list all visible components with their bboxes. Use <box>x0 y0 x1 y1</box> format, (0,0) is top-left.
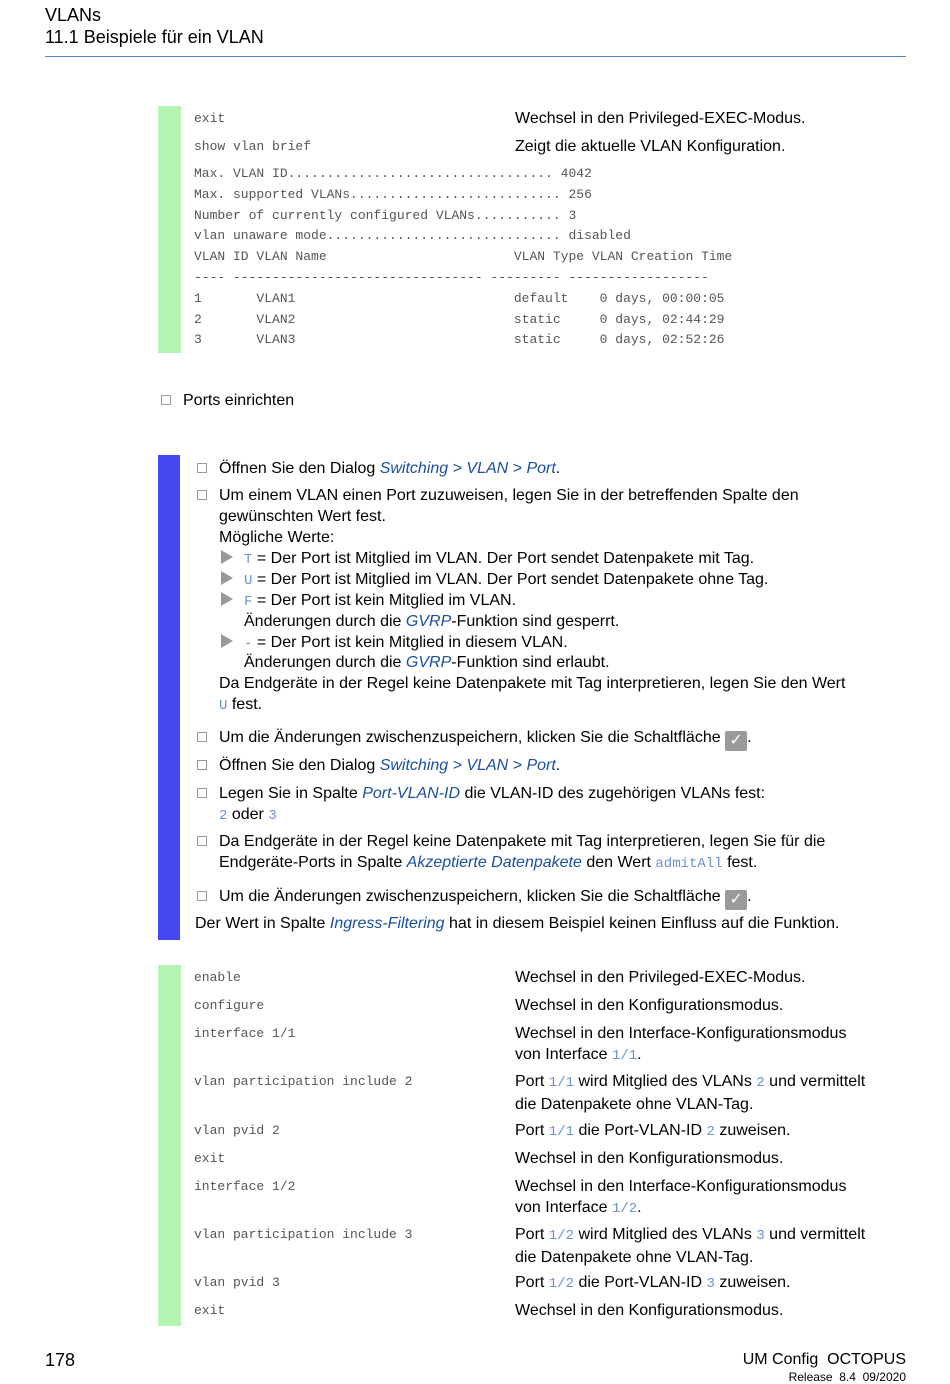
release-info: Release 8.4 09/2020 <box>788 1370 906 1384</box>
cli-block-marker <box>158 965 181 1326</box>
output-line: Max. VLAN ID.................................. 4042 <box>194 166 592 181</box>
ports-heading: Ports einrichten <box>183 392 295 409</box>
cli-command: vlan participation include 3 <box>194 1227 413 1242</box>
value-text: Änderungen durch die <box>244 613 406 630</box>
step-text: Um einem VLAN einen Port zuzuweisen, legen Sie in der betreffenden Spalte den <box>219 487 799 504</box>
step-text: Der Wert in Spalte <box>195 915 330 932</box>
step-text: Um die Änderungen zwischenzuspeichern, klicken Sie die Schaltfläche <box>219 888 726 905</box>
cli-description <box>515 1272 791 1295</box>
cli-command: interface 1/2 <box>194 1179 296 1194</box>
value-text: = Der Port ist Mitglied im VLAN. Der Port sendet Datenpakete ohne Tag. <box>252 571 769 588</box>
save-button[interactable]: ✓ <box>725 731 747 751</box>
output-line: Number of currently configured VLANs........... 3 <box>194 207 577 223</box>
value-code: 2 <box>706 1124 715 1140</box>
desc-text: . <box>637 1199 642 1216</box>
cli-output <box>194 164 732 351</box>
output-line: VLAN ID VLAN Name VLAN Type VLAN Creation Time <box>194 249 733 265</box>
step-open-dialog <box>219 755 560 776</box>
value-code: U <box>219 698 228 714</box>
step-text: hat in diesem Beispiel keinen Einfluss auf die Funktion. <box>444 915 840 932</box>
bullet-arrow-icon <box>221 550 233 564</box>
step-text: die VLAN-ID des zugehörigen VLANs fest: <box>460 785 766 802</box>
cli-command: exit <box>194 1151 226 1166</box>
cli-command: vlan participation include 2 <box>194 1074 413 1089</box>
cli-command: vlan pvid 3 <box>194 1275 280 1290</box>
step-text: Endgeräte-Ports in Spalte <box>219 854 407 871</box>
cli-block-marker <box>158 106 181 353</box>
value-code: U <box>244 573 253 589</box>
step-set-pvid <box>219 783 765 827</box>
value-text: = Der Port ist kein Mitglied in diesem VLAN. <box>252 634 568 651</box>
cli-command: configure <box>194 998 265 1013</box>
step-text: Da Endgeräte in der Regel keine Datenpakete mit Tag interpretieren, legen Sie für die <box>219 833 826 850</box>
column-link[interactable]: Port-VLAN-ID <box>362 785 461 802</box>
desc-text: Port <box>515 1122 549 1139</box>
value-item <box>244 569 768 592</box>
value-code: 1/1 <box>548 1124 575 1140</box>
section-title: 11.1 Beispiele für ein VLAN <box>45 27 264 47</box>
step-text: Um die Änderungen zwischenzuspeichern, klicken Sie die Schaltfläche <box>219 729 726 746</box>
chapter-title: VLANs <box>45 5 102 25</box>
cli-command: enable <box>194 970 241 985</box>
step-text: Öffnen Sie den Dialog <box>219 460 380 477</box>
step-text: den Wert <box>581 854 656 871</box>
desc-text: die Port-VLAN-ID <box>574 1122 707 1139</box>
output-line: 2 VLAN2 static 0 days, 02:44:29 <box>194 311 725 327</box>
value-code: 1/2 <box>611 1201 638 1217</box>
bullet-arrow-icon <box>221 634 233 648</box>
cli-description <box>515 1023 846 1067</box>
cli-description: Wechsel in den Privileged-EXEC-Modus. <box>515 969 806 986</box>
value-code: F <box>244 594 253 610</box>
step-text: Öffnen Sie den Dialog <box>219 757 380 774</box>
output-line: 3 VLAN3 static 0 days, 02:52:26 <box>194 332 725 348</box>
desc-text: Port <box>515 1274 549 1291</box>
value-code: 1/2 <box>548 1276 575 1292</box>
doc-title: UM Config OCTOPUS <box>742 1351 906 1368</box>
value-code: 3 <box>706 1276 715 1292</box>
header-divider <box>45 56 906 57</box>
step-checkbox <box>161 395 171 405</box>
output-line: vlan unaware mode.............................. disabled <box>194 228 631 244</box>
dialog-path-link[interactable]: Switching > VLAN > Port <box>379 757 556 774</box>
ingress-note <box>195 913 839 934</box>
value-code: 1/1 <box>548 1075 575 1091</box>
desc-text: Wechsel in den Interface-Konfigurationsmodus <box>515 1025 847 1042</box>
column-link[interactable]: Akzeptierte Datenpakete <box>406 854 582 871</box>
desc-text: Port <box>515 1226 549 1243</box>
value-code: 3 <box>268 808 277 824</box>
step-checkbox <box>197 760 207 770</box>
cli-description: Wechsel in den Privileged-EXEC-Modus. <box>515 110 806 127</box>
desc-text: von Interface <box>515 1046 612 1063</box>
dialog-path-link[interactable]: Switching > VLAN > Port <box>379 460 556 477</box>
step-note <box>219 673 845 717</box>
cli-description: Zeigt die aktuelle VLAN Konfiguration. <box>515 138 786 155</box>
desc-text: die Datenpakete ohne VLAN-Tag. <box>515 1249 754 1266</box>
desc-text: wird Mitglied des VLANs <box>574 1226 757 1243</box>
value-code: 1/1 <box>611 1048 638 1064</box>
value-code: 2 <box>756 1075 765 1091</box>
desc-text: und vermittelt <box>764 1073 866 1090</box>
value-code: admitAll <box>655 856 723 872</box>
gvrp-link[interactable]: GVRP <box>405 613 452 630</box>
value-code: 3 <box>756 1228 765 1244</box>
page-number: 178 <box>45 1350 76 1370</box>
value-code: T <box>244 552 253 568</box>
step-checkbox <box>197 891 207 901</box>
desc-text: von Interface <box>515 1199 612 1216</box>
bullet-arrow-icon <box>221 592 233 606</box>
output-line: Max. supported VLANs........................... 256 <box>194 186 592 202</box>
cli-description <box>515 1176 846 1220</box>
step-text: . <box>747 729 752 746</box>
step-checkbox <box>197 732 207 742</box>
desc-text: Wechsel in den Interface-Konfigurationsmodus <box>515 1178 847 1195</box>
step-save <box>219 886 752 910</box>
cli-description: Wechsel in den Konfigurationsmodus. <box>515 997 784 1014</box>
value-text: Änderungen durch die <box>244 654 406 671</box>
cli-command: exit <box>194 1303 226 1318</box>
value-note <box>244 611 619 632</box>
value-text: = Der Port ist Mitglied im VLAN. Der Port sendet Datenpakete mit Tag. <box>252 550 755 567</box>
step-checkbox <box>197 836 207 846</box>
value-note <box>244 652 610 673</box>
step-checkbox <box>197 490 207 500</box>
cli-command: exit <box>194 111 226 126</box>
value-item <box>244 590 516 613</box>
output-line: ---- -------------------------------- --------- ------------------ <box>194 269 709 285</box>
desc-text: . <box>637 1046 642 1063</box>
step-open-dialog <box>219 458 560 479</box>
step-text: gewünschten Wert fest. <box>219 508 386 525</box>
gvrp-link[interactable]: GVRP <box>405 654 452 671</box>
desc-text: die Port-VLAN-ID <box>574 1274 707 1291</box>
step-checkbox <box>197 463 207 473</box>
cli-description <box>515 1120 791 1143</box>
save-button[interactable]: ✓ <box>725 890 747 910</box>
cli-description: Wechsel in den Konfigurationsmodus. <box>515 1150 784 1167</box>
value-text: -Funktion sind gesperrt. <box>451 613 620 630</box>
value-item <box>244 548 754 571</box>
gui-block-marker <box>158 455 180 940</box>
column-link[interactable]: Ingress-Filtering <box>329 915 445 932</box>
value-code: 2 <box>219 808 228 824</box>
value-text: -Funktion sind erlaubt. <box>451 654 610 671</box>
step-text: . <box>747 888 752 905</box>
desc-text: zuweisen. <box>714 1122 791 1139</box>
cli-description: Wechsel in den Konfigurationsmodus. <box>515 1302 784 1319</box>
cli-command: show vlan brief <box>194 139 312 154</box>
cli-description <box>515 1071 865 1115</box>
step-accept-frames <box>219 831 825 875</box>
step-text: . <box>555 460 561 477</box>
step-text: Da Endgeräte in der Regel keine Datenpakete mit Tag interpretieren, legen Sie den Wert <box>219 675 846 692</box>
step-assign-port <box>219 485 799 548</box>
step-text: Legen Sie in Spalte <box>219 785 363 802</box>
bullet-arrow-icon <box>221 571 233 585</box>
value-code: - <box>244 636 253 652</box>
cli-description <box>515 1224 865 1268</box>
desc-text: zuweisen. <box>714 1274 791 1291</box>
step-text: Mögliche Werte: <box>219 529 335 546</box>
desc-text: wird Mitglied des VLANs <box>574 1073 757 1090</box>
step-text: oder <box>227 806 269 823</box>
step-save <box>219 727 752 751</box>
step-text: fest. <box>227 696 263 713</box>
cli-command: vlan pvid 2 <box>194 1123 280 1138</box>
value-text: = Der Port ist kein Mitglied im VLAN. <box>252 592 517 609</box>
value-code: 1/2 <box>548 1228 575 1244</box>
step-text: fest. <box>722 854 758 871</box>
cli-command: interface 1/1 <box>194 1026 296 1041</box>
desc-text: die Datenpakete ohne VLAN-Tag. <box>515 1096 754 1113</box>
step-text: . <box>555 757 561 774</box>
desc-text: Port <box>515 1073 549 1090</box>
output-line: 1 VLAN1 default 0 days, 00:00:05 <box>194 290 725 306</box>
step-checkbox <box>197 788 207 798</box>
desc-text: und vermittelt <box>764 1226 866 1243</box>
